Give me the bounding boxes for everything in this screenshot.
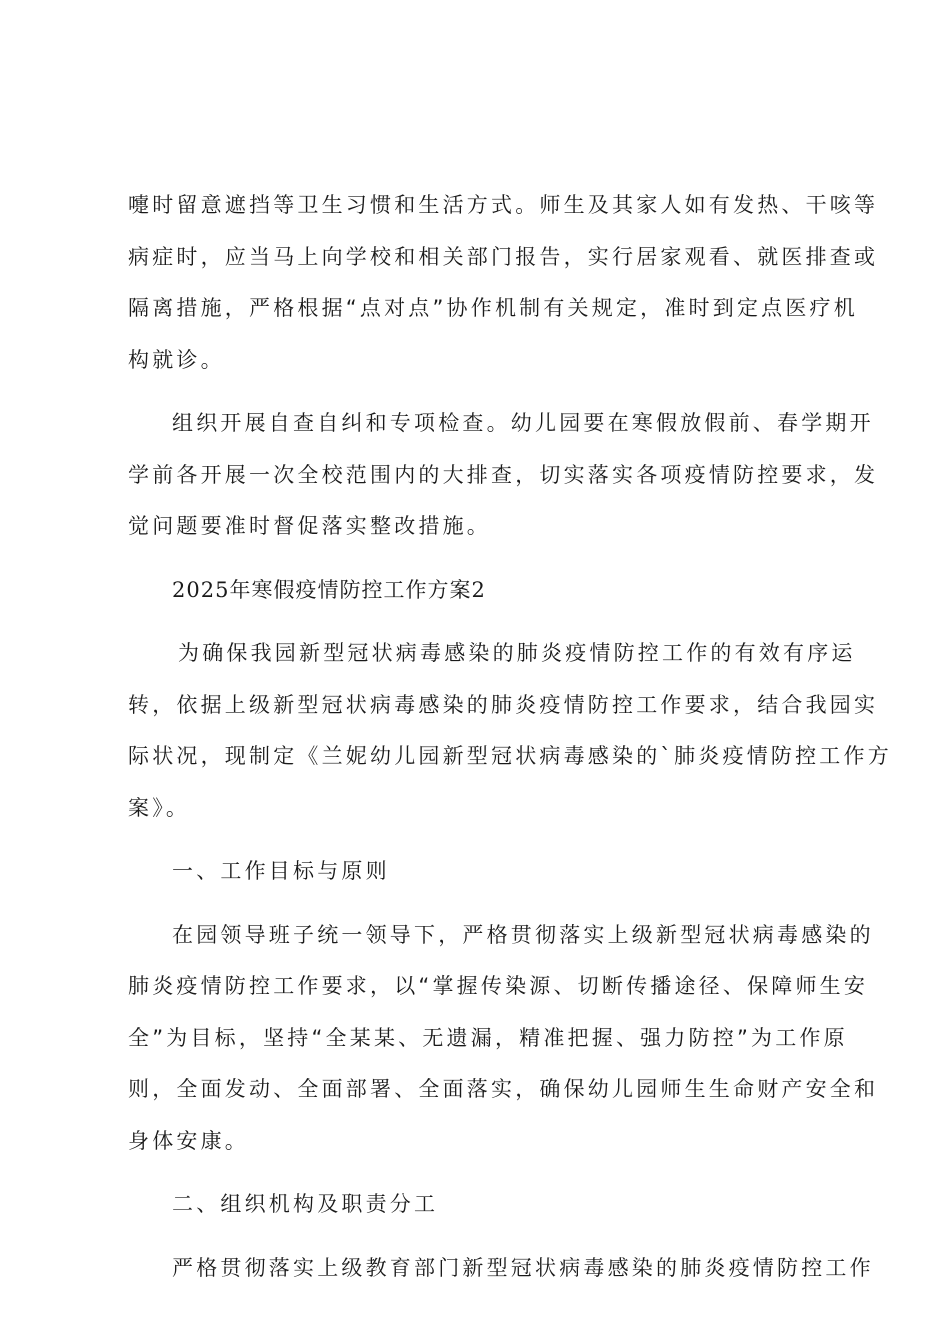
body-line: 嚏时留意遮挡等卫生习惯和生活方式。师生及其家人如有发热、干咳等 <box>128 193 879 217</box>
body-line: 隔离措施，严格根据“点对点”协作机制有关规定，准时到定点医疗机 <box>128 296 858 320</box>
body-line: 身体安康。 <box>128 1128 249 1153</box>
section-heading: 一、工作目标与原则 <box>172 859 390 883</box>
paragraph-start: 为确保我园新型冠状病毒感染的肺炎疫情防控工作的有效有序运 <box>178 641 856 665</box>
body-line: 转，依据上级新型冠状病毒感染的肺炎疫情防控工作要求，结合我园实 <box>128 692 879 717</box>
body-line: 病症时，应当马上向学校和相关部门报告，实行居家观看、就医排查或 <box>128 244 879 269</box>
section-heading: 二、组织机构及职责分工 <box>172 1192 439 1216</box>
body-line: 构就诊。 <box>128 347 225 372</box>
body-line: 全”为目标，坚持“全某某、无遗漏，精准把握、强力防控”为工作原 <box>128 1025 848 1050</box>
body-line: 际状况，现制定《兰妮幼儿园新型冠状病毒感染的`肺炎疫情防控工作方 <box>128 744 892 768</box>
paragraph-start: 在园领导班子统一领导下，严格贯彻落实上级新型冠状病毒感染的 <box>172 922 874 947</box>
paragraph-start: 严格贯彻落实上级教育部门新型冠状病毒感染的肺炎疫情防控工作 <box>172 1255 874 1280</box>
body-line: 觉问题要准时督促落实整改措施。 <box>128 514 491 538</box>
paragraph-start: 组织开展自查自纠和专项检查。幼儿园要在寒假放假前、春学期开 <box>172 411 874 435</box>
body-line: 肺炎疫情防控工作要求，以“掌握传染源、切断传播途径、保障师生安 <box>128 974 869 998</box>
section-title: 2025年寒假疫情防控工作方案2 <box>172 577 486 602</box>
document-body <box>128 180 892 1294</box>
body-line: 案》。 <box>128 795 191 820</box>
body-line: 则，全面发动、全面部署、全面落实，确保幼儿园师生生命财产安全和 <box>128 1077 879 1101</box>
body-line: 学前各开展一次全校范围内的大排查，切实落实各项疫情防控要求，发 <box>128 462 879 487</box>
